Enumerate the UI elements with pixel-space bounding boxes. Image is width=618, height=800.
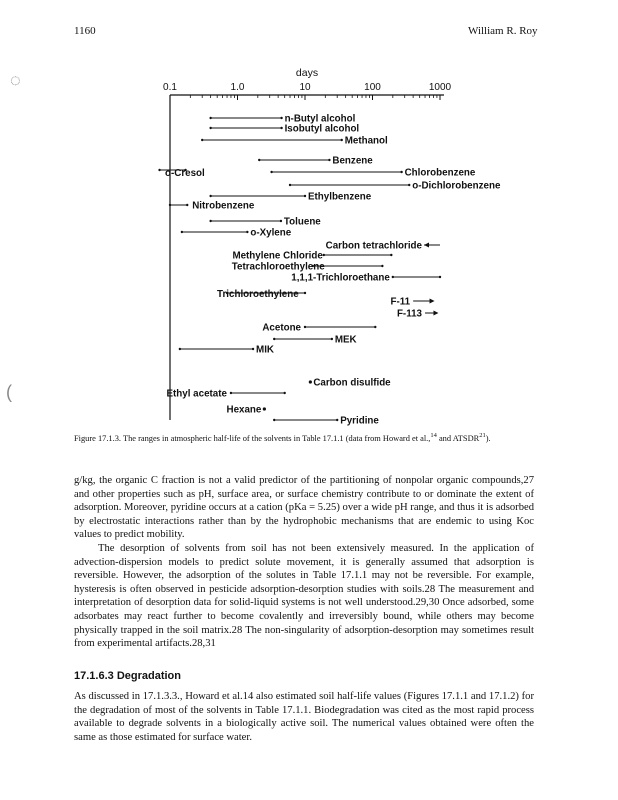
series-label: MIK	[256, 344, 275, 356]
range-endpoint	[283, 392, 285, 394]
range-endpoint	[374, 326, 376, 328]
series-label: Ethyl acetate	[166, 388, 227, 400]
range-endpoint	[400, 171, 402, 173]
paragraph: g/kg, the organic C fraction is not a valid predictor of the partitioning of nonpolar organic compounds,27 and other properties such as pH, surface area, or surface chemistry contribute to or dominate the extent of adsorption. Moreover, pyridine occurs at a cation (pKa = 5.25) over a wide pH range, and thus it is adsorbed by electrostatic interactions rather than by the hydrophobic mechanisms that are endemic to using Koc values to predict mobility.	[74, 475, 534, 541]
series-label: o-Dichlorobenzene	[412, 180, 501, 192]
series-label: Ethylbenzene	[308, 191, 372, 203]
range-endpoint	[341, 139, 343, 141]
x-tick-label: 0.1	[163, 82, 177, 93]
series-label: Pyridine	[340, 415, 379, 427]
range-endpoint	[158, 169, 160, 171]
series-label: Methylene Chloride	[232, 250, 323, 262]
arrow-head	[430, 299, 435, 304]
range-endpoint	[209, 117, 211, 119]
range-endpoint	[331, 338, 333, 340]
series-label: Hexane	[226, 404, 262, 416]
range-endpoint	[280, 117, 282, 119]
figure-caption	[74, 433, 554, 445]
series-label: Acetone	[262, 322, 301, 334]
range-endpoint	[304, 292, 306, 294]
series-label: o-Cresol	[165, 168, 205, 179]
series-label: Benzene	[332, 155, 373, 167]
x-tick-label: 1.0	[230, 82, 245, 93]
hole-punch-mark: ◌	[10, 70, 21, 90]
range-endpoint	[280, 220, 282, 222]
series-label: n-Butyl alcohol	[284, 113, 356, 125]
caption-ref: 21	[479, 432, 486, 440]
x-tick-label: 100	[364, 82, 381, 93]
series-label: 1,1,1-Trichloroethane	[291, 272, 390, 284]
series-label: Carbon disulfide	[313, 377, 391, 389]
range-endpoint	[209, 127, 211, 129]
arrow-head	[433, 311, 438, 316]
series-label: Nitrobenzene	[192, 200, 255, 212]
hole-punch-mark: (	[6, 382, 12, 402]
range-endpoint	[304, 195, 306, 197]
range-endpoint	[336, 419, 338, 421]
range-endpoint	[328, 159, 330, 161]
range-endpoint	[408, 184, 410, 186]
range-endpoint	[439, 276, 441, 278]
range-endpoint	[390, 254, 392, 256]
range-endpoint	[246, 231, 248, 233]
caption-text: The ranges in atmospheric half-life of the solvents in Table 17.1.1 (data from Howard et al.,	[122, 434, 431, 443]
range-endpoint	[289, 184, 291, 186]
range-endpoint	[323, 254, 325, 256]
series-label: F-113	[396, 308, 423, 320]
series-label: Tetrachloroethylene	[231, 261, 325, 273]
range-endpoint	[280, 127, 282, 129]
x-tick-label: 1000	[428, 82, 452, 93]
range-endpoint	[304, 326, 306, 328]
caption-ref: 14	[430, 432, 437, 440]
page-number: 1160	[74, 25, 96, 37]
series-label: Methanol	[344, 135, 388, 147]
range-endpoint	[230, 392, 232, 394]
range-point	[309, 380, 312, 383]
running-head-author: William R. Roy	[468, 25, 538, 37]
range-endpoint	[209, 195, 211, 197]
series-label: Isobutyl alcohol	[284, 123, 360, 135]
range-endpoint	[209, 220, 211, 222]
range-endpoint	[201, 139, 203, 141]
range-endpoint	[169, 204, 171, 206]
range-endpoint	[273, 419, 275, 421]
range-endpoint	[252, 348, 254, 350]
paragraph: As discussed in 17.1.3.3., Howard et al.14 also estimated soil half-life values (Figures 17.1.1 and 17.1.2) for the degradation of most of the solvents in Table 17.1.1. Biodegradation was cited as the most rapid process available to degrade solvents in a biologically active soil. The numerical values obtained were often the same as those estimated for surface water.	[74, 691, 534, 743]
range-endpoint	[273, 338, 275, 340]
body-text-lower	[74, 690, 534, 744]
series-label: Carbon tetrachloride	[325, 240, 422, 252]
section-heading: 17.1.6.3 Degradation	[74, 670, 181, 682]
range-endpoint	[258, 159, 260, 161]
chart-title: days	[295, 67, 319, 79]
body-text-upper	[74, 474, 534, 651]
range-endpoint	[392, 276, 394, 278]
caption-text-3: ).	[485, 434, 491, 443]
range-endpoint	[270, 171, 272, 173]
series-label: Chlorobenzene	[404, 167, 476, 179]
paragraph: The desorption of solvents from soil has not been extensively measured. In the application of advection-dispersion models to predict solute movement, it is generally assumed that adsorption is reversible. However, the adsorption of the solutes in Table 17.1.1 may not be reversible. For example, hysteresis is often observed in pesticide adsorption-desorption studies with soils.28 The measurement and interpretation of desorption data for solid-liquid systems is not well understood.29,30 Once adsorbed, some adsorbates may react further to become covalently and irreversibly bound, while others may become physically trapped in the soil matrix.28 The non-singularity of adsorption-desorption may sometimes result from experimental artifacts.28,31	[74, 542, 534, 650]
range-endpoint	[179, 348, 181, 350]
range-endpoint	[186, 204, 188, 206]
range-endpoint	[381, 265, 383, 267]
x-tick-label: 10	[299, 82, 311, 93]
caption-text-2: and ATSDR	[436, 434, 480, 443]
series-label: Toluene	[283, 216, 321, 228]
arrow-head	[424, 243, 429, 248]
caption-label: Figure 17.1.3.	[74, 434, 121, 443]
series-label: MEK	[334, 334, 357, 346]
series-label: Trichloroethylene	[217, 289, 299, 300]
series-label: o-Xylene	[250, 227, 292, 239]
range-point	[263, 407, 266, 410]
range-endpoint	[181, 231, 183, 233]
series-label: F-11	[390, 296, 411, 308]
